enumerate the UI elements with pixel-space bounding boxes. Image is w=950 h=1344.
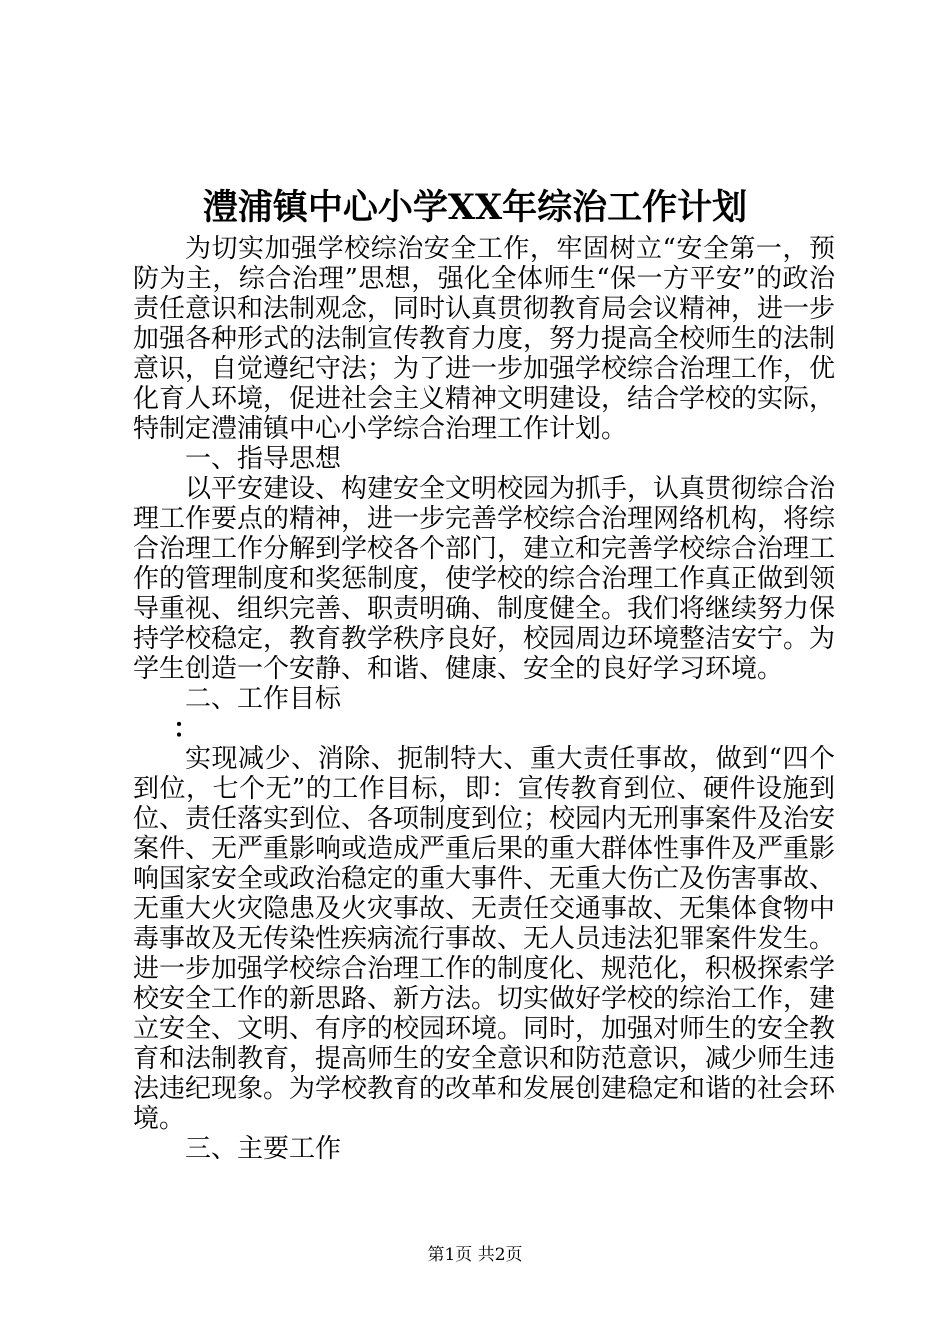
document-body — [133, 234, 835, 1164]
section-heading-guiding-ideology: 一、指导思想 — [185, 444, 342, 474]
page-footer: 第1页 共2页 — [427, 1245, 523, 1265]
guiding-ideology-paragraph: 以平安建设、构建安全文明校园为抓手，认真贯彻综合治理工作要点的精神，进一步完善学校综合治理网络机构，将综合治理工作分解到学校各个部门，建立和完善学校综合治理工作的管理制度和奖惩制度，使学校的综合治理工作真正做到领导重视、组织完善、职责明确、制度健全。我们将继续努力保持学校稳定，教育教学秩序良好，校园周边环境整洁安宁。为学生创造一个安静、和谐、健康、安全的良好学习环境。 — [133, 474, 836, 684]
document-title: 澧浦镇中心小学XX年综治工作计划 — [202, 187, 748, 228]
work-goals-paragraph: 实现减少、消除、扼制特大、重大责任事故，做到“四个到位，七个无”的工作目标，即：宣传教育到位、硬件设施到位、责任落实到位、各项制度到位；校园内无刑事案件及治安案件、无严重影响或造成严重后果的重大群体性事件及严重影响国家安全或政治稳定的重大事件、无重大伤亡及伤害事故、无重大火灾隐患及火灾事故、无责任交通事故、无集体食物中毒事故及无传染性疾病流行事故、无人员违法犯罪案件发生。进一步加强学校综合治理工作的制度化、规范化，积极探索学校安全工作的新思路、新方法。切实做好学校的综治工作，建立安全、文明、有序的校园环境。同时，加强对师生的安全教育和法制教育，提高师生的安全意识和防范意识，减少师生违法违纪现象。为学校教育的改革和发展创建稳定和谐的社会环境。 — [133, 744, 836, 1134]
section-heading-work-goals: 二、工作目标 — [185, 684, 342, 714]
section-heading-main-work: 三、主要工作 — [185, 1134, 342, 1164]
work-goals-colon: ： — [173, 714, 200, 744]
intro-paragraph: 为切实加强学校综治安全工作，牢固树立“安全第一，预防为主，综合治理”思想，强化全体师生“保一方平安”的政治责任意识和法制观念，同时认真贯彻教育局会议精神，进一步加强各种形式的法制宣传教育力度，努力提高全校师生的法制意识，自觉遵纪守法；为了进一步加强学校综合治理工作，优化育人环境，促进社会主义精神文明建设，结合学校的实际，特制定澧浦镇中心小学综合治理工作计划。 — [133, 234, 836, 444]
